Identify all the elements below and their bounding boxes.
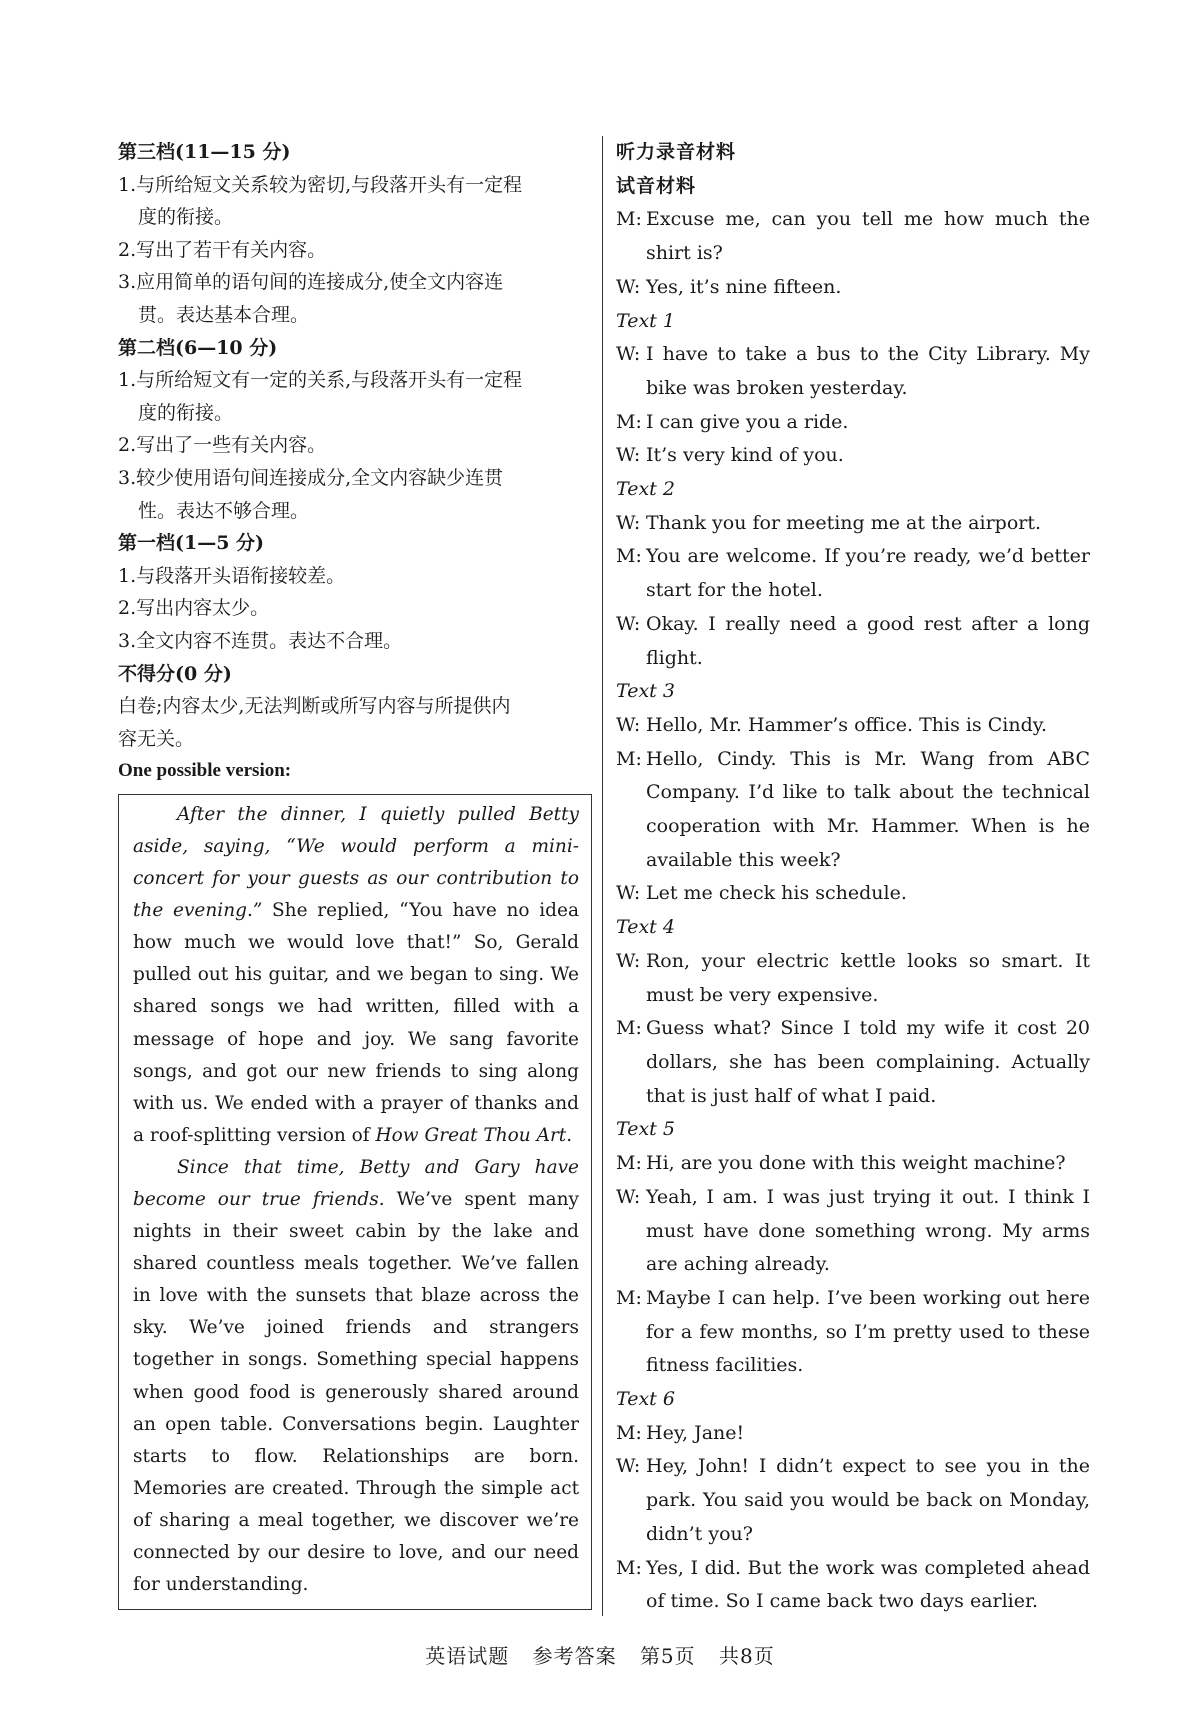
section-subheading: 试音材料 (616, 174, 697, 197)
essay-p2-italic: Since that time, Betty and Gary have become our true friends. (133, 1156, 579, 1210)
dialogue-text: You are welcome. If you’re ready, we’d better start for the hotel. (646, 545, 1090, 602)
dialogue-line (616, 203, 1090, 270)
criteria-title: 第二档(6—10 分) (118, 336, 278, 359)
footer-subject: 英语试题 (425, 1644, 510, 1668)
criteria-text: 性。表达不够合理。 (138, 499, 310, 522)
footer-total: 共8页 (719, 1644, 775, 1668)
criteria-text: 写出内容太少。 (136, 597, 270, 620)
criteria-line (118, 201, 592, 234)
criteria-number: 2. (118, 597, 137, 620)
dialogue-line (616, 271, 1090, 305)
criteria-number: 1. (118, 564, 137, 587)
criteria-line (118, 299, 592, 332)
dialogue-line (616, 877, 1090, 911)
dialogue-text: Thank you for meeting me at the airport. (646, 511, 1042, 534)
speaker-label: M: (616, 208, 642, 231)
criteria-line (118, 690, 592, 723)
criteria-number: 3. (118, 629, 137, 652)
speaker-label: M: (616, 545, 642, 568)
criteria-text: 与所给短文有一定的关系,与段落开头有一定程 (136, 369, 523, 392)
speaker-label: M: (616, 1286, 642, 1309)
dialogue-line (616, 1282, 1090, 1383)
essay-p1-end: . (566, 1124, 573, 1146)
dialogue-text: I have to take a bus to the City Library. My bike was broken yesterday. (646, 343, 1090, 399)
footer-answer: 参考答案 (532, 1644, 617, 1668)
model-essay-box (118, 794, 592, 1610)
criteria-line (118, 429, 592, 462)
dialogue-text: It’s very kind of you. (646, 444, 844, 467)
criteria-title: 第三档(11—15 分) (118, 141, 291, 163)
criteria-text: 写出了一些有关内容。 (136, 434, 327, 457)
speaker-label: M: (616, 1017, 642, 1040)
speaker-label: W: (616, 343, 641, 366)
essay-paragraph-2 (133, 1152, 579, 1601)
speaker-label: M: (616, 1152, 642, 1175)
dialogue-text: Yes, it’s nine fifteen. (646, 275, 842, 298)
essay-p2-text: We’ve spent many nights in their sweet cabin by the lake and shared countless meals together. We’ve fallen in love with the sunsets that blaze across the sky. We’ve joined friends and strangers together in songs. Something special happens when good food is generously shared around an open table. Conversations begin. Laughter starts to flow. Relationships are born. Memories are created. Through the simple act of sharing a meal together, we discover we’re connected by our desire to love, and our need for understanding. (133, 1189, 579, 1596)
right-column (616, 136, 1090, 1619)
criteria-number: 2. (118, 238, 137, 261)
dialogue-text: Yes, I did. But the work was completed ahead of time. So I came back two days earlier. (646, 1556, 1090, 1613)
dialogue-text: Maybe I can help. I’ve been working out here for a few months, so I’m pretty used to these fitness facilities. (646, 1286, 1090, 1377)
dialogue-line (616, 1552, 1090, 1619)
dialogue-line (616, 540, 1090, 607)
column-divider (602, 136, 603, 1616)
criteria-title: 第一档(1—5 分) (118, 532, 265, 555)
dialogue-line (616, 507, 1090, 541)
dialogue-line (616, 338, 1090, 405)
dialogue-line (616, 1450, 1090, 1551)
criteria-line (118, 592, 592, 625)
text-label: Text 6 (616, 1388, 675, 1411)
dialogue-line (616, 608, 1090, 675)
criteria-number: 2. (118, 434, 137, 457)
text-label: Text 2 (616, 478, 675, 501)
criteria-line (118, 169, 592, 202)
dialogue-line (616, 945, 1090, 1012)
criteria-line (118, 625, 592, 658)
speaker-label: M: (616, 747, 642, 770)
criteria-text: 与所给短文关系较为密切,与段落开头有一定程 (136, 173, 523, 196)
essay-song-title: How Great Thou Art (375, 1124, 567, 1146)
dialogue-line (616, 743, 1090, 878)
dialogue-line (616, 406, 1090, 440)
criteria-text: 与段落开头语衔接较差。 (136, 564, 346, 587)
dialogue-line (616, 709, 1090, 743)
dialogue-text: Okay. I really need a good rest after a long flight. (646, 612, 1090, 669)
section-heading: 听力录音材料 (616, 141, 737, 163)
criteria-title: 不得分(0 分) (118, 662, 232, 685)
criteria-line (118, 560, 592, 593)
criteria-text: 贯。表达基本合理。 (138, 303, 310, 326)
criteria-text: 应用简单的语句间的连接成分,使全文内容连 (136, 271, 504, 294)
speaker-label: W: (616, 275, 641, 298)
dialogue-text: Yeah, I am. I was just trying it out. I think I must have done something wrong. My arms are aching already. (646, 1185, 1090, 1276)
criteria-text: 容无关。 (118, 727, 195, 750)
dialogue-text: Let me check his schedule. (646, 882, 907, 905)
speaker-label: W: (616, 1185, 641, 1208)
dialogue-line (616, 1181, 1090, 1282)
criteria-number: 3. (118, 466, 137, 489)
speaker-label: W: (616, 612, 641, 635)
essay-p1-text: She replied, “You have no idea how much we would love that!” So, Gerald pulled out his guitar, and we began to sing. We shared songs we had written, filled with a message of hope and joy. We sang favorite songs, and got our new friends to sing along with us. We ended with a prayer of thanks and a roof-splitting version of (133, 900, 580, 1146)
essay-p1-italic: After the dinner, I quietly pulled Betty aside, saying, “We would perform a mini-concert for your guests as our contribution to the evening.” (133, 803, 579, 922)
speaker-label: M: (616, 1556, 642, 1579)
dialogue-line (616, 1417, 1090, 1451)
dialogue-text: Guess what? Since I told my wife it cost 20 dollars, she has been complaining. Actually that is just half of what I paid. (646, 1017, 1090, 1107)
version-label: One possible version: (118, 760, 292, 782)
criteria-line (118, 266, 592, 299)
left-column (118, 136, 592, 1610)
dialogue-text: Hi, are you done with this weight machine? (646, 1152, 1066, 1175)
criteria-line (118, 462, 592, 495)
criteria-line (118, 397, 592, 430)
dialogue-line (616, 1147, 1090, 1181)
criteria-line (118, 495, 592, 528)
criteria-line (118, 723, 592, 756)
criteria-line (118, 364, 592, 397)
text-label: Text 5 (616, 1118, 675, 1141)
footer-page: 第5页 (639, 1644, 696, 1668)
criteria-text: 较少使用语句间连接成分,全文内容缺少连贯 (136, 466, 504, 489)
dialogue-line (616, 439, 1090, 473)
dialogue-text: Hello, Mr. Hammer’s office. This is Cindy. (646, 713, 1047, 736)
speaker-label: W: (616, 444, 641, 467)
page-footer (0, 1640, 1200, 1669)
essay-paragraph-1 (133, 799, 579, 1152)
speaker-label: M: (616, 1421, 642, 1444)
dialogue-line (616, 1012, 1090, 1113)
speaker-label: W: (616, 713, 641, 736)
criteria-text: 度的衔接。 (138, 401, 234, 424)
criteria-number: 3. (118, 271, 137, 294)
criteria-text: 写出了若干有关内容。 (136, 238, 327, 261)
text-label: Text 3 (616, 680, 675, 703)
dialogue-text: Excuse me, can you tell me how much the shirt is? (646, 208, 1090, 265)
dialogue-text: Ron, your electric kettle looks so smart. It must be very expensive. (646, 949, 1090, 1006)
criteria-number: 1. (118, 173, 137, 196)
speaker-label: W: (616, 949, 641, 972)
criteria-text: 全文内容不连贯。表达不合理。 (136, 629, 403, 652)
speaker-label: W: (616, 511, 641, 534)
dialogue-text: Hey, John! I didn’t expect to see you in the park. You said you would be back on Monday, didn’t you? (646, 1455, 1090, 1545)
criteria-text: 白卷;内容太少,无法判断或所写内容与所提供内 (118, 695, 511, 718)
speaker-label: W: (616, 1455, 641, 1478)
criteria-line (118, 234, 592, 267)
dialogue-text: Hello, Cindy. This is Mr. Wang from ABC Company. I’d like to talk about the technical cooperation with Mr. Hammer. When is he available this week? (646, 747, 1090, 871)
dialogue-text: I can give you a ride. (646, 410, 849, 433)
text-label: Text 1 (616, 309, 675, 332)
speaker-label: W: (616, 882, 641, 905)
criteria-number: 1. (118, 369, 137, 392)
text-label: Text 4 (616, 916, 675, 939)
dialogue-text: Hey, Jane! (646, 1421, 745, 1444)
speaker-label: M: (616, 410, 642, 433)
criteria-text: 度的衔接。 (138, 206, 234, 229)
